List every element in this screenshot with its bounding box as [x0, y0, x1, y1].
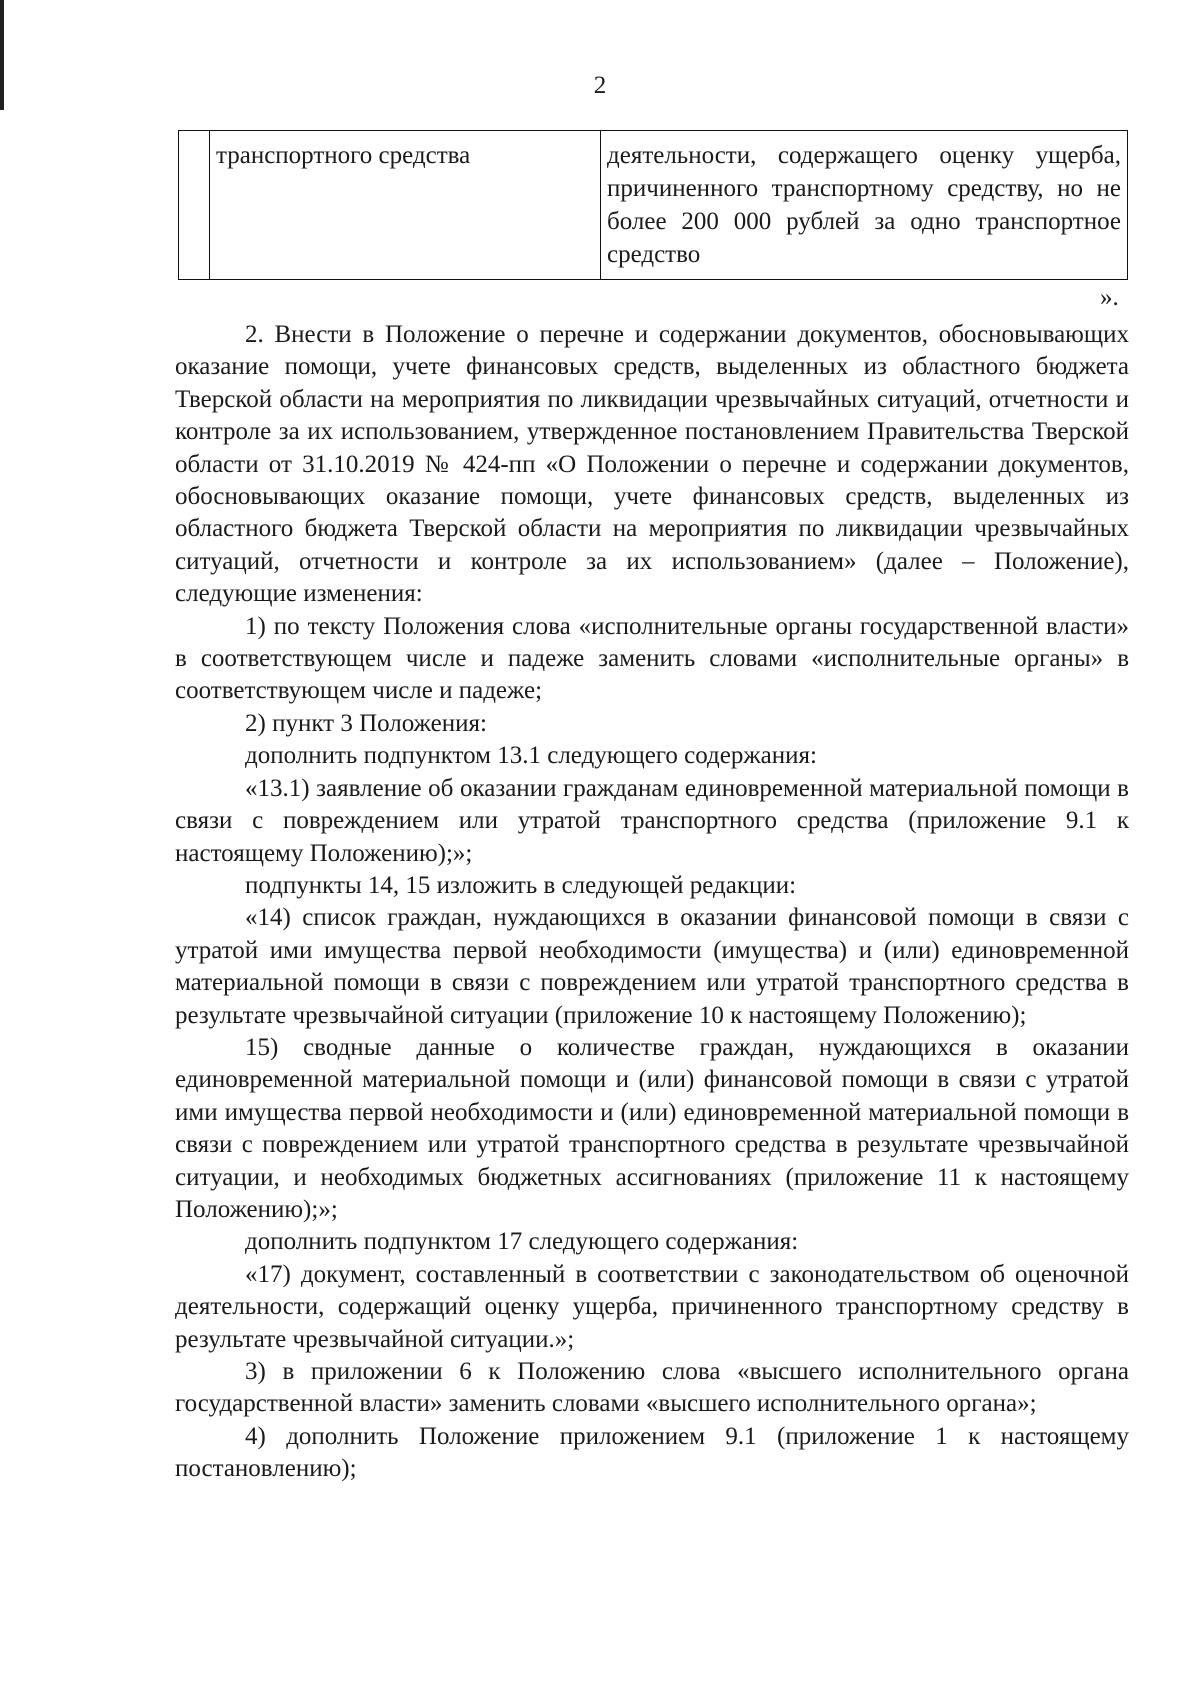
table-close-quote: ». — [1100, 284, 1119, 311]
paragraph-add-17: дополнить подпунктом 17 следующего содержания: — [245, 1228, 799, 1256]
paragraph-quote-14: «14) список граждан, нуждающихся в оказании финансовой помощи в связи с утратой ими имущества первой необходимости (имущества) и (или) единовременной материальной помощи в связи с повреждением или утратой транспортного средства в результате чрезвычайной ситуации (приложение 10 к настоящему Положению); — [175, 904, 1129, 1029]
paragraph-subitem-2: 2) пункт 3 Положения: — [245, 709, 487, 737]
paragraph-subitem-3: 3) в приложении 6 к Положению слова «высшего исполнительного органа государственной власти» заменить словами «высшего исполнительного органа»; — [175, 1358, 1129, 1418]
table-cell-item: транспортного средства — [210, 131, 601, 280]
paragraph-subitem-1: 1) по тексту Положения слова «исполнительные органы государственной власти» в соответствующем числе и падеже заменить словами «исполнительные органы» в соответствующем числе и падеже; — [175, 612, 1129, 705]
paragraph-quote-15: 15) сводные данные о количестве граждан, нуждающихся в оказании единовременной материальной помощи и (или) финансовой помощи в связи с утратой ими имущества первой необходимости и (или) единовременной материальной помощи в связи с повреждением или утратой транспортного средства в результате чрезвычайной ситуации, и необходимых бюджетных ассигнованиях (приложение 11 к настоящему Положению);»; — [175, 1033, 1129, 1223]
paragraph-quote-13-1: «13.1) заявление об оказании гражданам единовременной материальной помощи в связи с повреждением или утратой транспортного средства (приложение 9.1 к настоящему Положению);»; — [175, 774, 1129, 867]
table-row — [179, 131, 1128, 280]
paragraph-add-13-1: дополнить подпунктом 13.1 следующего содержания: — [245, 742, 817, 770]
continued-table — [178, 130, 1128, 280]
paragraph-subitem-4: 4) дополнить Положение приложением 9.1 (приложение 1 к настоящему постановлению); — [175, 1422, 1129, 1483]
table-cell-description: деятельности, содержащего оценку ущерба, причиненного транспортному средству, но не более 200 000 рублей за одно транспортное средство — [601, 131, 1128, 280]
paragraph-item-2: 2. Внести в Положение о перечне и содержании документов, обосновывающих оказание помощи, учете финансовых средств, выделенных из областного бюджета Тверской области на мероприятия по ликвидации чрезвычайных ситуаций, отчетности и контроле за их использованием, утвержденное постановлением Правительства Тверской области от 31.10.2019 № 424-пп «О Положении о перечне и содержании документов, обосновывающих оказание помощи, учете финансовых средств, выделенных из областного бюджета Тверской области на мероприятия по ликвидации чрезвычайных ситуаций, отчетности и контроле за их использованием» (далее – Положение), следующие изменения: — [175, 321, 1129, 608]
document-body — [175, 319, 1129, 1486]
paragraph-quote-17: «17) документ, составленный в соответствии с законодательством об оценочной деятельности, содержащий оценку ущерба, причиненного транспортному средству в результате чрезвычайной ситуации.»; — [175, 1260, 1129, 1353]
page-number: 2 — [593, 72, 607, 99]
table-cell-empty — [179, 131, 210, 280]
paragraph-redaction-14-15: подпункты 14, 15 изложить в следующей редакции: — [245, 871, 797, 899]
